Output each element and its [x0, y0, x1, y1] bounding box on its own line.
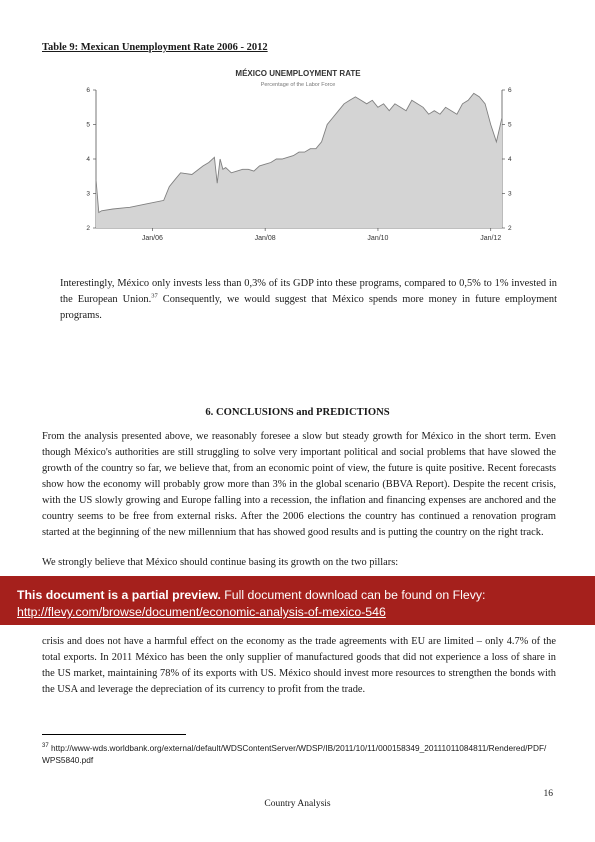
section-heading: 6. CONCLUSIONS and PREDICTIONS [205, 407, 390, 418]
paragraph-investment [60, 276, 557, 324]
y-tick-label-left: 5 [86, 121, 90, 129]
banner-text: Full document download can be found on Flevy: [220, 588, 486, 602]
x-tick-label: Jan/08 [254, 235, 276, 242]
y-tick-label-left: 3 [86, 190, 90, 198]
x-tick-label: Jan/06 [141, 235, 163, 242]
x-tick-label: Jan/12 [480, 235, 502, 242]
footnote-url[interactable]: http://www-wds.worldbank.org/external/default/WDSContentServer/WDSP/IB/2011/10/11/000158349_20111011084811/Rendered/PDF/WPS5840.pdf [42, 742, 547, 765]
footnote-divider [42, 734, 186, 735]
banner-download-link[interactable]: http://flevy.com/browse/document/economic-analysis-of-mexico-546 [17, 605, 386, 619]
paragraph-trade: crisis and does not have a harmful effect on the economy as the trade agreements with EU are limited – only 4.7% of the total exports. In 2011 México has been the only supplier of manufactured goods that did not experience a loss of share in the US market, maintaining 78% of its exports with US. México should invest more resources to strengthen the bonds with the USA and leverage the depreciation of its currency to profit from the trade. [42, 636, 556, 695]
footnote-ref[interactable]: 37 [151, 292, 158, 300]
y-tick-label-right: 4 [508, 156, 512, 163]
y-tick-label-left: 6 [86, 87, 90, 94]
y-tick-label-right: 6 [508, 87, 512, 94]
page-footer: Country Analysis [264, 799, 331, 809]
chart-svg [78, 64, 518, 246]
paragraph-investment-tail: Consequently, we would suggest that México spends more money in future employment programs. [60, 294, 557, 321]
y-tick-label-left: 4 [86, 156, 90, 163]
footnote [42, 740, 552, 766]
paragraph-investment-text: Interestingly, México only invests less than 0,3% of its GDP into these programs, compared to 0,5% to 1% invested in the European Union. [60, 278, 557, 305]
preview-banner [0, 576, 595, 625]
chart-title: MÉXICO UNEMPLOYMENT RATE [235, 69, 361, 78]
y-tick-label-right: 3 [508, 190, 512, 198]
banner-message [17, 588, 485, 602]
banner-bold-text: This document is a partial preview. [17, 588, 221, 602]
chart-subtitle: Percentage of the Labor Force [260, 82, 336, 88]
paragraph-conclusions: From the analysis presented above, we reasonably foresee a slow but steady growth for México in the short term. Even though México's authorities are still struggling to solve very important political and social problems that have slowed the growth of the country so far, we believe that, from an economic point of view, the future is quite positive. Recent forecasts show how the economy will probably grow more than 3% in the global scenario (BBVA Report). Despite the recent crisis, with the US slowly growing and Europe falling into a recession, the inflation and financing expenses are anchored and the country seems to be free from external risks. After the 2006 elections the country has continued a renovation program started at the beginning of the new millennium that has showed good results and is putting the country on the right track. [42, 431, 556, 538]
y-tick-label-right: 5 [508, 121, 512, 129]
paragraph-pillars: We strongly believe that México should continue basing its growth on the two pillars: [42, 557, 399, 568]
table-caption: Table 9: Mexican Unemployment Rate 2006 - 2012 [42, 42, 268, 53]
unemployment-chart [78, 64, 518, 246]
x-tick-label: Jan/10 [367, 235, 389, 242]
y-tick-label-left: 2 [86, 225, 90, 232]
chart-plot-area [86, 87, 512, 242]
y-tick-label-right: 2 [508, 225, 512, 232]
series-area [96, 93, 502, 228]
page-number: 16 [543, 789, 553, 799]
footnote-number: 37 [42, 743, 49, 749]
